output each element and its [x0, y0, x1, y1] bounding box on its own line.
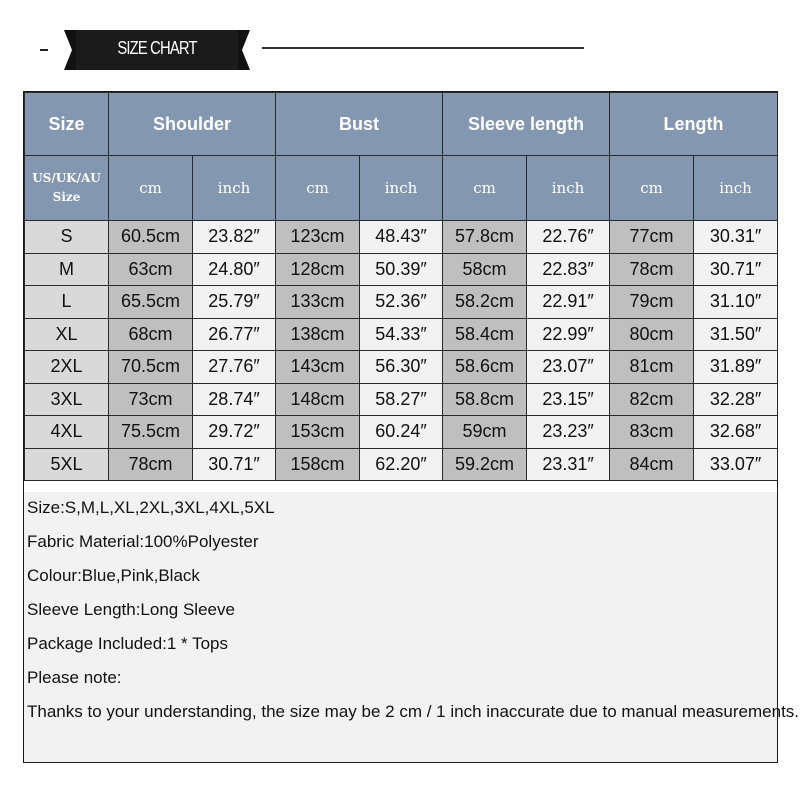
size-region-sublabel: Size: [52, 190, 81, 204]
note-line: Colour:Blue,Pink,Black: [27, 566, 200, 585]
shoulder-cm-cell: 65.5cm: [109, 286, 193, 319]
note-line: Package Included:1 * Tops: [27, 634, 228, 653]
table-row: [25, 383, 778, 416]
sleeve-cm-cell: 58.6cm: [443, 351, 527, 384]
bust-inch-cell: 52.36″: [360, 286, 443, 319]
header-bust: Bust: [276, 93, 443, 156]
sleeve-cm-cell: 58.8cm: [443, 383, 527, 416]
length-cm-cell: 77cm: [610, 221, 694, 254]
sleeve-inch-cell: 23.23″: [527, 416, 610, 449]
length-cm-cell: 81cm: [610, 351, 694, 384]
bust-inch-cell: 62.20″: [360, 448, 443, 481]
length-cm-cell: 78cm: [610, 253, 694, 286]
bust-cm-cell: 123cm: [276, 221, 360, 254]
sleeve-cm-cell: 58cm: [443, 253, 527, 286]
note-line: Sleeve Length:Long Sleeve: [27, 600, 235, 619]
bust-cm-cell: 128cm: [276, 253, 360, 286]
length-inch-cell: 33.07″: [694, 448, 778, 481]
unit-cm: cm: [276, 156, 360, 221]
size-cell: S: [25, 221, 109, 254]
sleeve-inch-cell: 22.83″: [527, 253, 610, 286]
shoulder-inch-cell: 24.80″: [193, 253, 276, 286]
shoulder-inch-cell: 23.82″: [193, 221, 276, 254]
shoulder-cm-cell: 78cm: [109, 448, 193, 481]
sleeve-cm-cell: 59cm: [443, 416, 527, 449]
unit-cm: cm: [443, 156, 527, 221]
shoulder-inch-cell: 27.76″: [193, 351, 276, 384]
unit-cm: cm: [109, 156, 193, 221]
size-cell: 3XL: [25, 383, 109, 416]
size-cell: L: [25, 286, 109, 319]
banner-left-dash: [40, 49, 48, 51]
note-line: Thanks to your understanding, the size may be 2 cm / 1 inch inaccurate due to manual measurements.: [27, 702, 800, 721]
length-inch-cell: 32.28″: [694, 383, 778, 416]
length-cm-cell: 80cm: [610, 318, 694, 351]
unit-inch: inch: [527, 156, 610, 221]
note-line: Please note:: [27, 668, 122, 687]
length-inch-cell: 31.89″: [694, 351, 778, 384]
shoulder-cm-cell: 60.5cm: [109, 221, 193, 254]
table-row: [25, 221, 778, 254]
length-cm-cell: 82cm: [610, 383, 694, 416]
shoulder-inch-cell: 29.72″: [193, 416, 276, 449]
size-cell: 5XL: [25, 448, 109, 481]
table-row: [25, 448, 778, 481]
length-cm-cell: 84cm: [610, 448, 694, 481]
shoulder-inch-cell: 30.71″: [193, 448, 276, 481]
bust-cm-cell: 133cm: [276, 286, 360, 319]
size-cell: 2XL: [25, 351, 109, 384]
length-inch-cell: 32.68″: [694, 416, 778, 449]
bust-cm-cell: 148cm: [276, 383, 360, 416]
unit-cm: cm: [610, 156, 694, 221]
size-chart-banner: [0, 0, 800, 80]
sleeve-inch-cell: 23.31″: [527, 448, 610, 481]
table-group-header-row: [25, 93, 778, 156]
table-body: [25, 221, 778, 481]
bust-cm-cell: 143cm: [276, 351, 360, 384]
bust-inch-cell: 50.39″: [360, 253, 443, 286]
size-cell: XL: [25, 318, 109, 351]
header-sleeve-length: Sleeve length: [443, 93, 610, 156]
size-cell: 4XL: [25, 416, 109, 449]
sleeve-inch-cell: 22.99″: [527, 318, 610, 351]
note-line: Fabric Material:100%Polyester: [27, 532, 259, 551]
shoulder-cm-cell: 68cm: [109, 318, 193, 351]
shoulder-inch-cell: 28.74″: [193, 383, 276, 416]
sleeve-cm-cell: 59.2cm: [443, 448, 527, 481]
note-line: Size:S,M,L,XL,2XL,3XL,4XL,5XL: [27, 498, 275, 517]
header-size: Size: [25, 93, 109, 156]
shoulder-cm-cell: 63cm: [109, 253, 193, 286]
size-cell: M: [25, 253, 109, 286]
header-size-region: [25, 156, 109, 221]
bust-inch-cell: 60.24″: [360, 416, 443, 449]
sleeve-cm-cell: 57.8cm: [443, 221, 527, 254]
sleeve-inch-cell: 23.07″: [527, 351, 610, 384]
sleeve-inch-cell: 23.15″: [527, 383, 610, 416]
header-shoulder: Shoulder: [109, 93, 276, 156]
length-inch-cell: 31.10″: [694, 286, 778, 319]
unit-inch: inch: [694, 156, 778, 221]
bust-cm-cell: 153cm: [276, 416, 360, 449]
banner-title: SIZE CHART: [117, 38, 197, 58]
header-length: Length: [610, 93, 778, 156]
banner-right-rule: [262, 47, 584, 49]
sleeve-cm-cell: 58.2cm: [443, 286, 527, 319]
shoulder-cm-cell: 70.5cm: [109, 351, 193, 384]
table-row: [25, 286, 778, 319]
bust-inch-cell: 48.43″: [360, 221, 443, 254]
size-table: [24, 92, 778, 481]
length-cm-cell: 79cm: [610, 286, 694, 319]
table-row: [25, 253, 778, 286]
size-region-label: US/UK/AU: [32, 170, 101, 185]
unit-inch: inch: [360, 156, 443, 221]
sleeve-inch-cell: 22.76″: [527, 221, 610, 254]
bust-cm-cell: 138cm: [276, 318, 360, 351]
table-row: [25, 318, 778, 351]
length-inch-cell: 30.71″: [694, 253, 778, 286]
sleeve-cm-cell: 58.4cm: [443, 318, 527, 351]
shoulder-cm-cell: 75.5cm: [109, 416, 193, 449]
unit-inch: inch: [193, 156, 276, 221]
table-row: [25, 351, 778, 384]
bust-inch-cell: 58.27″: [360, 383, 443, 416]
length-inch-cell: 31.50″: [694, 318, 778, 351]
bust-cm-cell: 158cm: [276, 448, 360, 481]
sleeve-inch-cell: 22.91″: [527, 286, 610, 319]
length-cm-cell: 83cm: [610, 416, 694, 449]
table-unit-header-row: [25, 156, 778, 221]
shoulder-inch-cell: 25.79″: [193, 286, 276, 319]
length-inch-cell: 30.31″: [694, 221, 778, 254]
table-row: [25, 416, 778, 449]
shoulder-cm-cell: 73cm: [109, 383, 193, 416]
shoulder-inch-cell: 26.77″: [193, 318, 276, 351]
bust-inch-cell: 54.33″: [360, 318, 443, 351]
bust-inch-cell: 56.30″: [360, 351, 443, 384]
product-notes: [24, 492, 800, 762]
